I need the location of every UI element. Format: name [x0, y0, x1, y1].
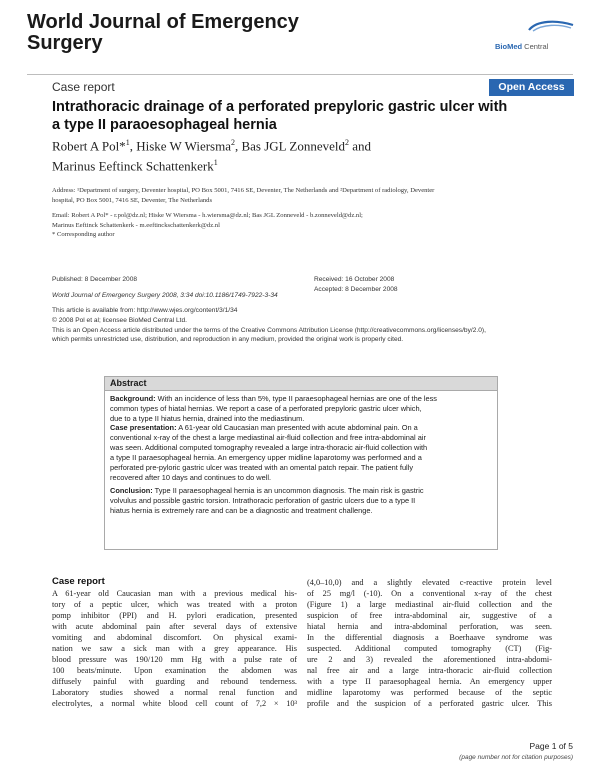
case-text: conventional x-ray of the chest a large mediastinal air-fluid collection and free intra-abdominal air — [110, 433, 426, 442]
background-text: common types of hiatal hernias. We report a case of a perforated prepyloric gastric ulcer which, — [110, 404, 422, 413]
journal-title — [27, 12, 357, 54]
abstract-case-presentation — [110, 423, 494, 483]
journal-title-line-2: Surgery — [27, 32, 103, 54]
article-title-line-2: a type II paraoesophageal hernia — [52, 117, 277, 133]
author-line-1 — [52, 134, 572, 154]
conclusion-text: Type II paraesophageal hernia is an uncommon diagnosis. The main risk is gastric — [152, 486, 424, 495]
body-line: electrolytes, a normal white blood cell count of 7,2 × 10³ — [52, 699, 297, 708]
section-heading-case-report: Case report — [52, 576, 105, 587]
body-line: with a type II paraesophageal hernia. An emergency upper — [307, 677, 552, 686]
author-line-2 — [52, 154, 572, 174]
body-line: blood pressure was 190/120 mm Hg with a pulse rate of — [52, 655, 297, 664]
author-list — [52, 134, 572, 175]
body-line: suspected. Additional computed tomography (CT) (Fig- — [307, 644, 552, 653]
corresponding-author-note: * Corresponding author — [52, 231, 115, 238]
body-line: In the differential diagnosis a Boerhaave syndrome was — [307, 633, 552, 642]
email-line-2: Marinus Eeftinck Schattenkerk - m.eeftinckschattenkerk@dz.nl — [52, 221, 220, 229]
author-schattenkerk: Marinus Eeftinck Schattenkerk — [52, 158, 214, 174]
author-zonneveld: , Bas JGL Zonneveld — [234, 138, 345, 154]
received-meta — [314, 275, 514, 294]
header-divider — [27, 74, 573, 75]
publisher-name — [495, 42, 548, 51]
body-line: profile and the suspicion of a perforated gastric ulcer. This — [307, 699, 552, 708]
body-line: suspicion of free intra-abdominal air, suggestive of a — [307, 611, 552, 620]
accepted-date: Accepted: 8 December 2008 — [314, 285, 398, 293]
published-date: Published: 8 December 2008 — [52, 276, 138, 283]
address-line-1: Address: ¹Department of surgery, Deventer hospital, PO Box 5001, 7416 SE, Deventer, The Netherlands and ²Department of radiology, Deventer — [52, 187, 435, 194]
author-emails — [52, 211, 574, 240]
author-affil-sup: 2 — [344, 138, 349, 147]
license-line-2: which permits unrestricted use, distribution, and reproduction in any medium, provided the original work is properly cited. — [52, 336, 404, 343]
license-block — [52, 316, 574, 345]
page-number-note: (page number not for citation purposes) — [459, 754, 573, 761]
body-line: tory of a peptic ulcer, which was treated with a proton — [52, 600, 297, 609]
body-line: (Figure 1) a large mediastinal air-fluid collection and the — [307, 600, 552, 609]
page-number: Page 1 of 5 — [529, 741, 573, 751]
body-line: (4,0–10,0) and a slightly elevated c-reactive protein level — [307, 578, 552, 587]
case-text: was seen. Additional computed tomography revealed a large intra-thoracic air-fluid collection with — [110, 443, 428, 452]
biomed-central-logo-icon — [527, 18, 575, 32]
abstract-heading: Abstract — [110, 378, 147, 388]
copyright: © 2008 Pol et al; licensee BioMed Central Ltd. — [52, 317, 187, 324]
conclusion-label: Conclusion: — [110, 486, 153, 495]
author-pol: Robert A Pol* — [52, 138, 126, 154]
publisher-name-rest: Central — [522, 42, 549, 51]
affiliation-address — [52, 186, 574, 205]
body-line: hiatal hernia and intra-abdominal perforation, was seen. — [307, 622, 552, 631]
background-label: Background: — [110, 394, 156, 403]
abstract-background — [110, 394, 494, 424]
publisher-logo — [487, 18, 579, 52]
author-and: and — [348, 138, 372, 154]
publisher-name-bold: BioMed — [495, 42, 523, 51]
license-line-1[interactable]: This is an Open Access article distributed under the terms of the Creative Commons Attribution License (http://creativecommons.org/licenses/by/2.0), — [52, 326, 486, 334]
journal-title-line-1: World Journal of Emergency — [27, 11, 299, 33]
body-line: Laboratory studies showed a normal renal function and — [52, 688, 297, 697]
citation: World Journal of Emergency Surgery 2008, 3:34 doi:10.1186/1749-7922-3-34 — [52, 291, 278, 299]
body-line: 100 beats/minute. Upon examination the abdomen was — [52, 666, 297, 675]
body-line: with acute abdominal pain after several days of extensive — [52, 622, 297, 631]
body-line: pomp inhibitor (PPI) and H. pylori eradication, presented — [52, 611, 297, 620]
conclusion-text: hiatus hernia is extremely rare and can be a diagnostic and treatment challenge. — [110, 506, 373, 515]
author-affil-sup: 1 — [125, 138, 130, 147]
body-line: vomiting and abdominal discomfort. On physical exami- — [52, 633, 297, 642]
author-wiersma: , Hiske W Wiersma — [129, 138, 231, 154]
case-text: perforated pre-pyloric gastric ulcer was treated with an omental patch repair. The patient fully — [110, 463, 414, 472]
background-text: due to a type II hiatus hernia, drained into the mediastinum. — [110, 414, 305, 423]
abstract-conclusion — [110, 486, 494, 516]
body-line: of 25 mg/l (-10). On a conventional x-ray of the chest — [307, 589, 552, 598]
article-url[interactable]: This article is available from: http://www.wjes.org/content/3/1/34 — [52, 307, 238, 314]
background-text: With an incidence of less than 5%, type II paraesophageal hernias are one of the less — [155, 394, 438, 403]
author-affil-sup: 1 — [213, 158, 218, 168]
body-line: nal free air and a large intra-thoracic air-fluid collection — [307, 666, 552, 675]
body-column-right — [307, 577, 552, 709]
body-line: ure 2 and 3) revealed the aforementioned intra-abdomi- — [307, 655, 552, 664]
publication-meta — [52, 275, 312, 322]
address-line-2: hospital, PO Box 5001, 7416 SE, Deventer, The Netherlands — [52, 196, 213, 204]
case-text: recovered after 10 days and continues to do well. — [110, 473, 272, 482]
case-text: A 61-year old Caucasian man presented with acute abdominal pain. On a — [176, 423, 418, 432]
body-line: midline laparotomy was performed because of the septic — [307, 688, 552, 697]
email-line-1: Email: Robert A Pol* - r.pol@dz.nl; Hiske W Wiersma - h.wiersma@dz.nl; Bas JGL Zonneveld - b.zonneveld@dz.nl; — [52, 212, 363, 219]
conclusion-text: volvulus and possible gastric torsion. Intrathoracic perforation of gastric ulcers due to a type II — [110, 496, 416, 505]
case-label: Case presentation: — [110, 423, 177, 432]
received-date: Received: 16 October 2008 — [314, 276, 395, 283]
case-text: a type II paraesophageal hernia. An emergency upper midline laparotomy was performed and a — [110, 453, 422, 462]
body-column-left — [52, 588, 297, 709]
abstract-box — [104, 376, 498, 550]
abstract-heading-bar — [105, 377, 497, 391]
article-type: Case report — [52, 80, 115, 94]
author-affil-sup: 2 — [230, 138, 235, 147]
open-access-badge: Open Access — [489, 79, 574, 96]
body-line: nation we saw a sick man with a grey appearance. His — [52, 644, 297, 653]
article-title — [52, 98, 572, 134]
body-line: A 61-year old Caucasian man with a previous medical his- — [52, 589, 297, 598]
article-title-line-1: Intrathoracic drainage of a perforated prepyloric gastric ulcer with — [52, 99, 508, 115]
body-line: diffusely painful with guarding and rebound tenderness. — [52, 677, 297, 686]
